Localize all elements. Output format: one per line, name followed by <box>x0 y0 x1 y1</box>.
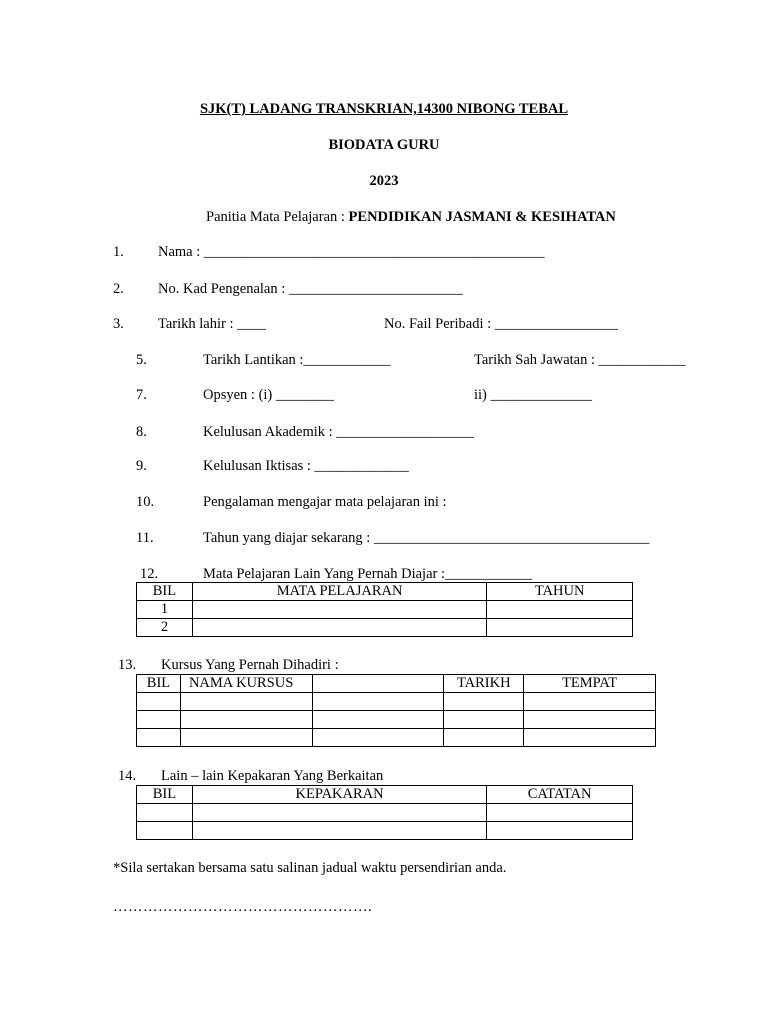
header-subject: MATA PELAJARAN <box>192 583 486 601</box>
courses-table <box>136 674 656 747</box>
table-row <box>137 601 633 619</box>
header-blank <box>312 675 444 693</box>
field-option-1: Opsyen : (i) ________ <box>203 387 334 403</box>
signature-dots: ……………………………………………. <box>113 899 373 915</box>
table-row <box>137 619 633 637</box>
field-personal-file: No. Fail Peribadi : _________________ <box>384 316 619 332</box>
header-date: TARIKH <box>444 675 524 693</box>
header-course-name: NAMA KURSUS <box>180 675 312 693</box>
row-number: 1 <box>137 601 193 619</box>
header-bil: BIL <box>137 675 181 693</box>
table-header-row <box>137 675 656 693</box>
section-14-label: Lain – lain Kepakaran Yang Berkaitan <box>161 768 384 784</box>
row-number: 2 <box>137 619 193 637</box>
document-title: BIODATA GURU <box>328 137 440 153</box>
header-place: TEMPAT <box>524 675 656 693</box>
field-9-number: 9. <box>136 458 147 474</box>
year: 2023 <box>369 173 399 189</box>
field-3-number: 3. <box>113 316 124 332</box>
field-11-number: 11. <box>136 530 154 546</box>
field-confirmation-date: Tarikh Sah Jawatan : ____________ <box>474 352 686 368</box>
field-option-2: ii) ______________ <box>474 387 593 403</box>
field-appointment-date: Tarikh Lantikan :____________ <box>203 352 391 368</box>
field-12-number: 12. <box>140 566 159 582</box>
school-name: SJK(T) LADANG TRANSKRIAN,14300 NIBONG TEBAL <box>199 101 569 117</box>
section-14-number: 14. <box>118 768 137 784</box>
expertise-table <box>136 785 633 840</box>
table-row <box>137 693 656 711</box>
table-row <box>137 711 656 729</box>
table-row <box>137 822 633 840</box>
panel-label: Panitia Mata Pelajaran : <box>206 209 349 225</box>
field-current-year-taught: Tahun yang diajar sekarang : ______________________________________ <box>203 530 650 546</box>
section-13-label: Kursus Yang Pernah Dihadiri : <box>161 657 339 673</box>
header-year: TAHUN <box>487 583 633 601</box>
field-ic-number: No. Kad Pengenalan : ________________________ <box>158 281 463 297</box>
table-header-row <box>137 786 633 804</box>
field-name: Nama : _______________________________________________ <box>158 244 545 260</box>
field-8-number: 8. <box>136 424 147 440</box>
field-1-number: 1. <box>113 244 124 260</box>
field-birth-date: Tarikh lahir : ____ <box>158 316 267 332</box>
field-academic-qualification: Kelulusan Akademik : ___________________ <box>203 424 475 440</box>
footer-note: *Sila sertakan bersama satu salinan jadual waktu persendirian anda. <box>113 860 507 876</box>
header-bil: BIL <box>137 583 193 601</box>
other-subjects-table <box>136 582 633 637</box>
field-2-number: 2. <box>113 281 124 297</box>
field-10-number: 10. <box>136 494 155 510</box>
panel-value: PENDIDIKAN JASMANI & KESIHATAN <box>348 209 616 225</box>
field-teaching-experience: Pengalaman mengajar mata pelajaran ini : <box>203 494 447 510</box>
table-row <box>137 804 633 822</box>
table-header-row <box>137 583 633 601</box>
section-13-number: 13. <box>118 657 137 673</box>
header-notes: CATATAN <box>487 786 633 804</box>
panel-line <box>206 208 616 226</box>
subject-cell <box>192 601 486 619</box>
field-other-subjects: Mata Pelajaran Lain Yang Pernah Diajar :____________ <box>203 566 532 582</box>
header-expertise: KEPAKARAN <box>192 786 486 804</box>
field-5-number: 5. <box>136 352 147 368</box>
year-cell <box>487 601 633 619</box>
field-7-number: 7. <box>136 387 147 403</box>
field-professional-qualification: Kelulusan Iktisas : _____________ <box>203 458 409 474</box>
header-bil: BIL <box>137 786 193 804</box>
subject-cell <box>192 619 486 637</box>
year-cell <box>487 619 633 637</box>
table-row <box>137 729 656 747</box>
